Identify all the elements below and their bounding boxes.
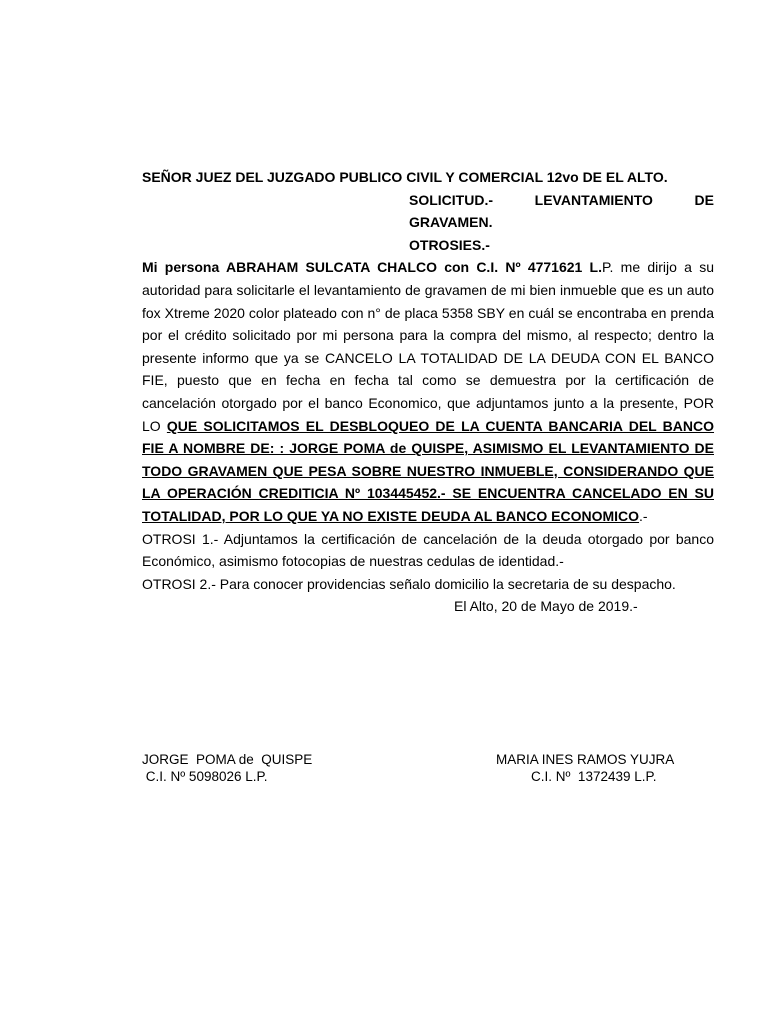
subject-block xyxy=(409,189,714,257)
request-end: .- xyxy=(639,507,648,524)
intro-text: P. me dirijo a su autoridad para solicitarle el levantamiento de gravamen de mi bien inmueble que es un auto fox Xtreme 2020 color plateado con n° de placa 5358 SBY en cuál se encontraba en prenda por el crédito solicitado por mi persona para la compra del mismo, al respecto; dentro la presente informo que ya se CANCELO LA TOTALIDAD DE LA DEUDA CON EL BANCO FIE, puesto que en fecha en fecha tal como se demuestra por la certificación de cancelación otorgado por el banco Economico, que adjuntamos junto a la presente, POR LO xyxy=(142,259,714,434)
signature-left xyxy=(142,751,312,785)
otrosies-line: OTROSIES.- xyxy=(409,236,490,253)
document-body xyxy=(142,166,714,618)
otrosi-2: OTROSI 2.- Para conocer providencias señalo domicilio la secretaria de su despacho. xyxy=(142,575,676,592)
main-paragraph xyxy=(142,256,714,527)
signature-name: MARIA INES RAMOS YUJRA xyxy=(496,752,675,767)
signature-id: C.I. Nº 5098026 L.P. xyxy=(142,769,268,784)
intro-bold: Mi persona ABRAHAM SULCATA CHALCO con C.I. Nº 4771621 L. xyxy=(142,259,602,276)
signature-right xyxy=(496,751,674,785)
otrosi-1: OTROSI 1.- Adjuntamos la certificación de cancelación de la deuda otorgado por banco Económico, asimismo fotocopias de nuestras cedulas de identidad.- xyxy=(142,530,714,570)
signature-name: JORGE POMA de QUISPE xyxy=(142,752,313,767)
solicitud-line: SOLICITUD.- LEVANTAMIENTO DE GRAVAMEN. xyxy=(409,191,714,231)
request-underlined: QUE SOLICITAMOS EL DESBLOQUEO DE LA CUENTA BANCARIA DEL BANCO FIE A NOMBRE DE: : JORGE POMA de QUISPE, ASIMISMO EL LEVANTAMIENTO DE TODO GRAVAMEN QUE PESA SOBRE NUESTRO INMUEBLE, CONSIDERANDO QUE LA OPERACIÓN CREDITICIA Nº 103445452.- SE ENCUENTRA CANCELADO EN SU TOTALIDAD, POR LO QUE YA NO EXISTE DEUDA AL BANCO ECONOMICO xyxy=(142,417,715,524)
signature-id: C.I. Nº 1372439 L.P. xyxy=(531,769,657,784)
date-line: El Alto, 20 de Mayo de 2019.- xyxy=(454,598,638,615)
addressee-line: SEÑOR JUEZ DEL JUZGADO PUBLICO CIVIL Y COMERCIAL 12vo DE EL ALTO. xyxy=(142,169,668,185)
